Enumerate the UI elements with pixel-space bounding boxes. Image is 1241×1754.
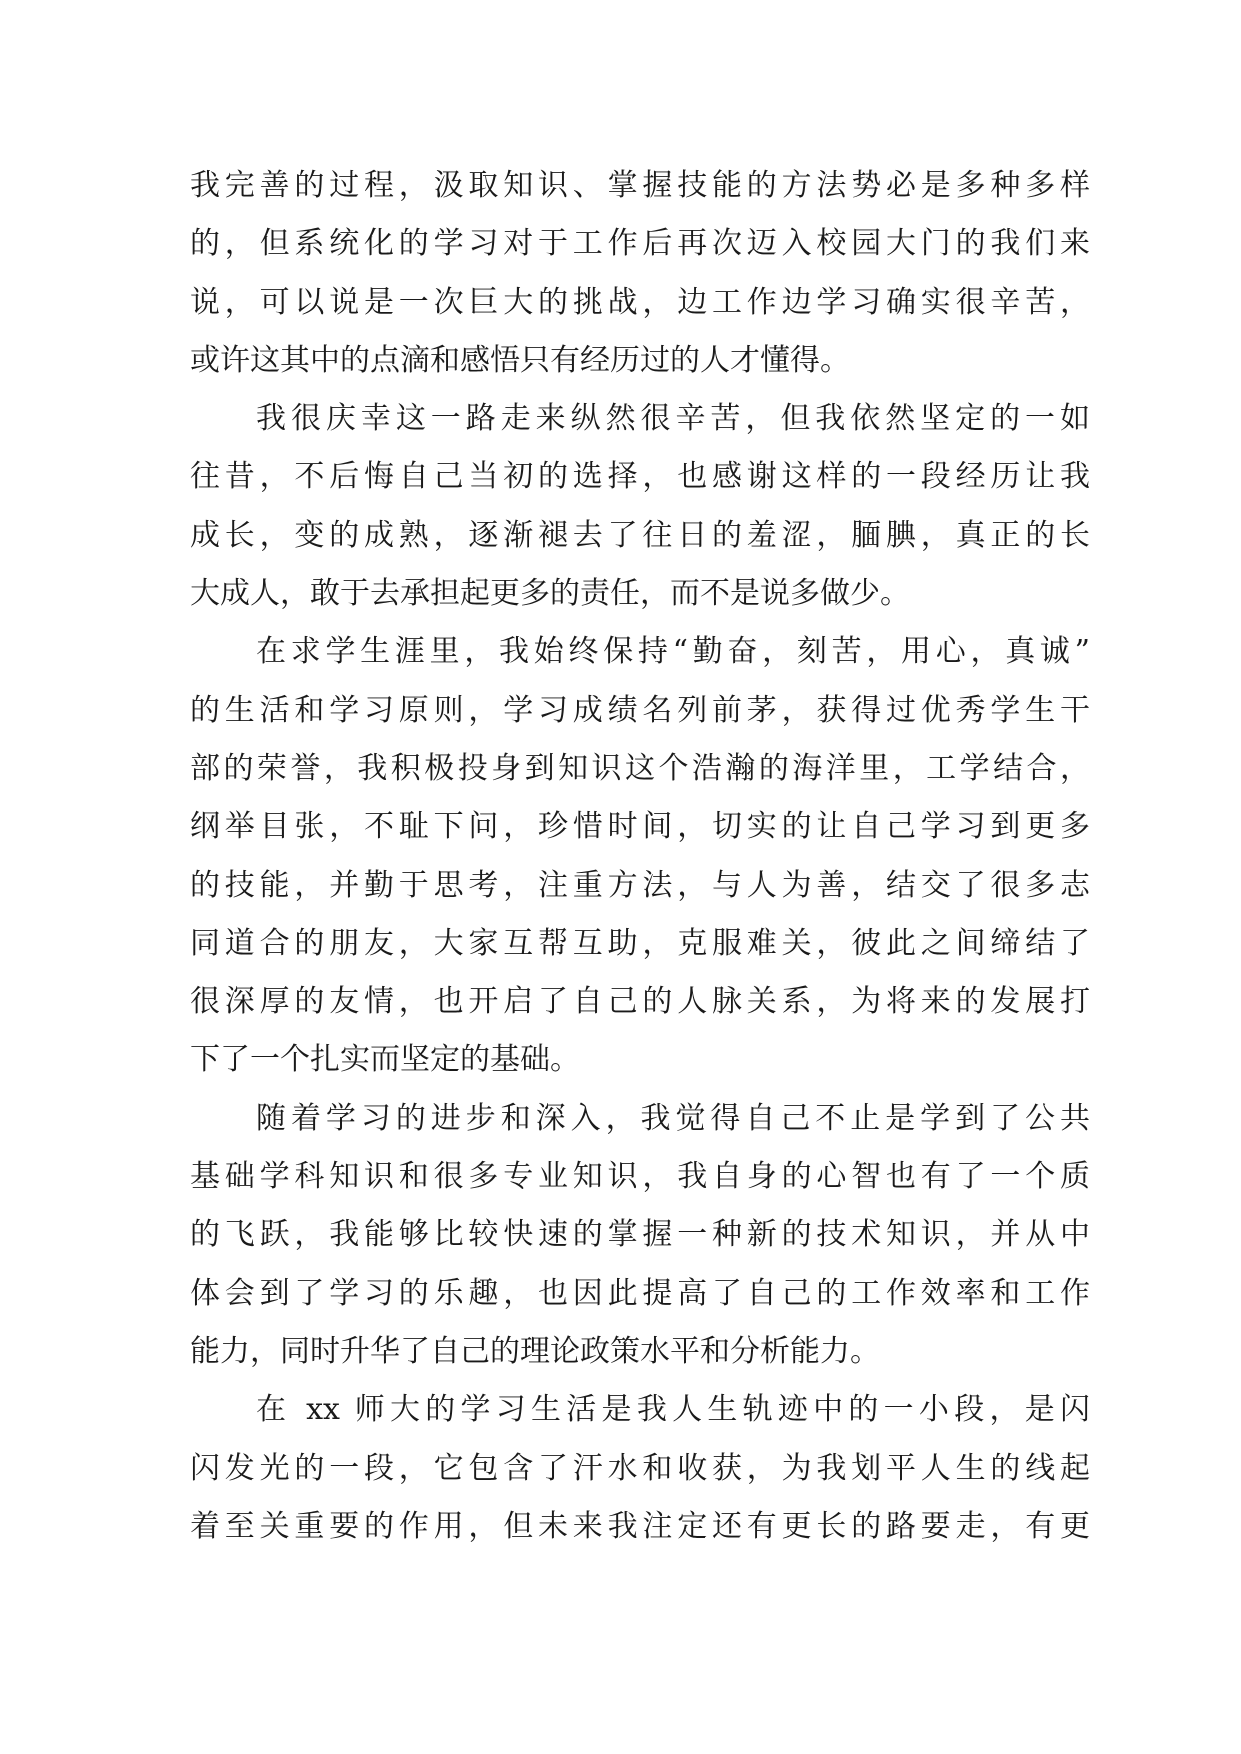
paragraph-4-line-3: 的飞跃，我能够比较快速的掌握一种新的技术知识，并从中 — [190, 1217, 1090, 1253]
paragraph-4-line-2: 基础学科知识和很多专业知识，我自身的心智也有了一个质 — [190, 1159, 1090, 1195]
paragraph-2-line-2: 往昔，不后悔自己当初的选择，也感谢这样的一段经历让我 — [190, 459, 1090, 495]
paragraph-1-line-2: 的，但系统化的学习对于工作后再次迈入校园大门的我们来 — [190, 226, 1090, 262]
paragraph-3-line-4: 纲举目张，不耻下问，珍惜时间，切实的让自己学习到更多 — [190, 809, 1090, 845]
paragraph-2-line-1: 我很庆幸这一路走来纵然很辛苦，但我依然坚定的一如 — [256, 401, 1090, 437]
paragraph-3-line-2: 的生活和学习原则，学习成绩名列前茅，获得过优秀学生干 — [190, 692, 1090, 728]
paragraph-1-line-4: 或许这其中的点滴和感悟只有经历过的人才懂得。 — [190, 342, 850, 378]
paragraph-4-line-1: 随着学习的进步和深入，我觉得自己不止是学到了公共 — [256, 1100, 1090, 1136]
paragraph-1-line-3: 说，可以说是一次巨大的挑战，边工作边学习确实很辛苦， — [190, 284, 1090, 320]
paragraph-4-line-5: 能力，同时升华了自己的理论政策水平和分析能力。 — [190, 1333, 880, 1369]
paragraph-2-line-4: 大成人，敢于去承担起更多的责任，而不是说多做少。 — [190, 576, 910, 612]
paragraph-3-line-5: 的技能，并勤于思考，注重方法，与人为善，结交了很多志 — [190, 867, 1090, 903]
paragraph-1-line-1: 我完善的过程，汲取知识、掌握技能的方法势必是多种多样 — [190, 168, 1090, 203]
paragraph-5-line-1: 在 xx 师大的学习生活是我人生轨迹中的一小段，是闪 — [256, 1392, 1090, 1428]
paragraph-5-line-3: 着至关重要的作用，但未来我注定还有更长的路要走，有更 — [190, 1508, 1090, 1544]
document-body — [190, 157, 1090, 1556]
paragraph-3-line-1: 在求学生涯里，我始终保持“勤奋，刻苦，用心，真诚” — [256, 634, 1090, 670]
paragraph-3-line-3: 部的荣誉，我积极投身到知识这个浩瀚的海洋里，工学结合， — [190, 750, 1090, 786]
paragraph-4-line-4: 体会到了学习的乐趣，也因此提高了自己的工作效率和工作 — [190, 1275, 1090, 1311]
paragraph-3-line-6: 同道合的朋友，大家互帮互助，克服难关，彼此之间缔结了 — [190, 925, 1090, 961]
paragraph-3-line-7: 很深厚的友情，也开启了自己的人脉关系，为将来的发展打 — [190, 984, 1090, 1020]
paragraph-2-line-3: 成长，变的成熟，逐渐褪去了往日的羞涩，腼腆，真正的长 — [190, 517, 1090, 553]
paragraph-5-line-2: 闪发光的一段，它包含了汗水和收获，为我划平人生的线起 — [190, 1450, 1090, 1486]
paragraph-3-line-8: 下了一个扎实而坚定的基础。 — [190, 1042, 580, 1078]
